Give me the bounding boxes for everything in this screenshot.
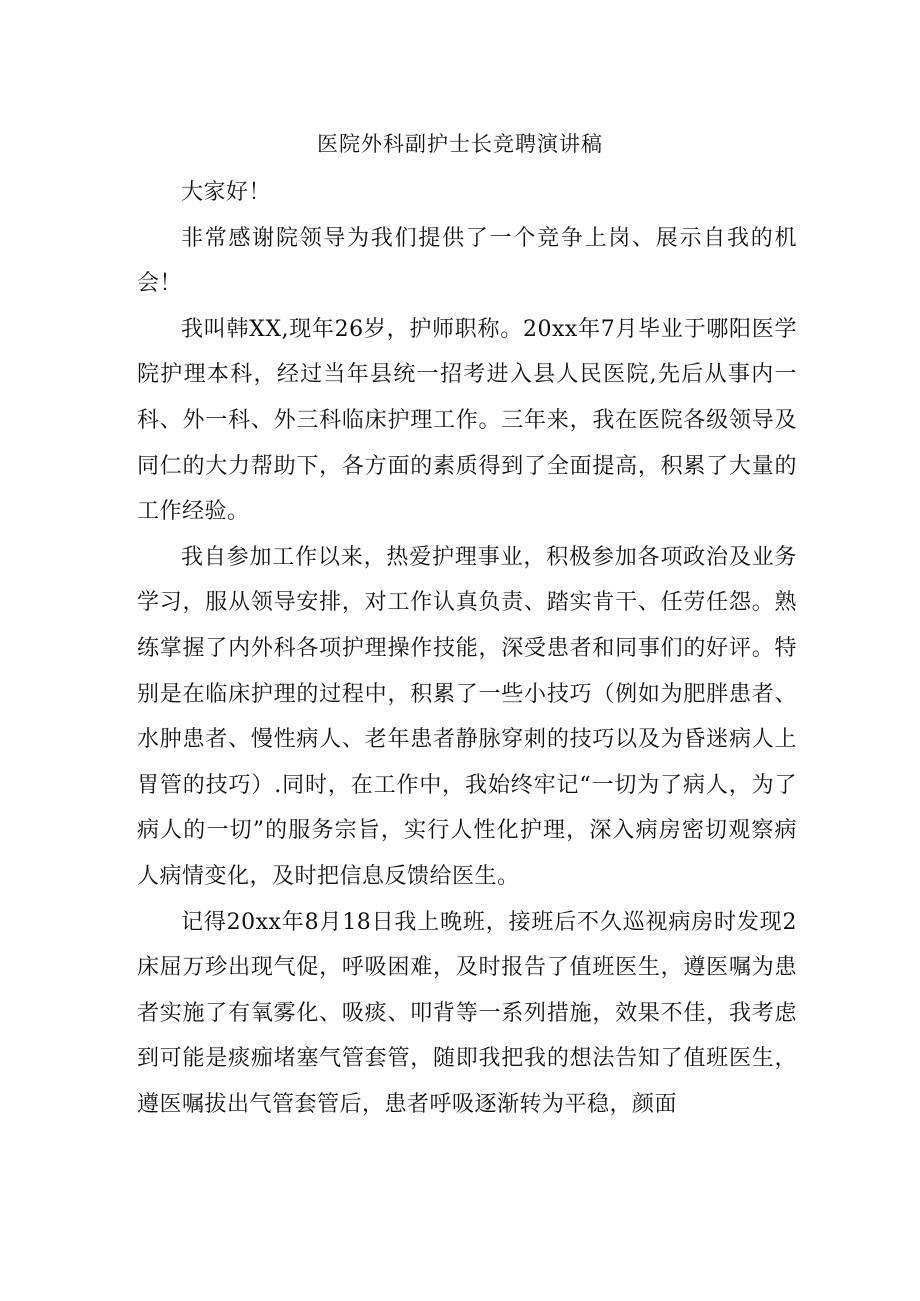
document-body	[137, 170, 797, 1127]
paragraph-greeting: 大家好！	[181, 180, 272, 205]
paragraph-case-story: 记得20xx年8月18日我上晚班，接班后不久巡视病房时发现2床屈万珍出现气促，呼吸困难，及时报告了值班医生，遵医嘱为患者实施了有氧雾化、吸痰、叩背等一系列措施，效果不佳，我考虑到可能是痰痂堵塞气管套管，随即我把我的想法告知了值班医生，遵医嘱拔出气管套管后，患者呼吸逐渐转为平稳，颜面	[137, 909, 797, 1117]
paragraph-thanks: 非常感谢院领导为我们提供了一个竞争上岗、展示自我的机会！	[137, 225, 797, 297]
paragraph-work-attitude: 我自参加工作以来，热爱护理事业，积极参加各项政治及业务学习，服从领导安排，对工作认真负责、踏实肯干、任劳任怨。熟练掌握了内外科各项护理操作技能，深受患者和同事们的好评。特别是在临床护理的过程中，积累了一些小技巧（例如为肥胖患者、水肿患者、慢性病人、老年患者静脉穿刺的技巧以及为昏迷病人上胃管的技巧）.同时，在工作中，我始终牢记“一切为了病人，为了病人的一切”的服务宗旨，实行人性化护理，深入病房密切观察病人病情变化，及时把信息反馈给医生。	[137, 544, 797, 889]
paragraph-introduction: 我叫韩XX,现年26岁，护师职称。20xx年7月毕业于哪阳医学院护理本科，经过当年县统一招考进入县人民医院,先后从事内一科、外一科、外三科临床护理工作。三年来，我在医院各级领导及同仁的大力帮助下，各方面的素质得到了全面提高，积累了大量的工作经验。	[137, 316, 797, 525]
document-title: 医院外科副护士长竞聘演讲稿	[317, 132, 603, 156]
